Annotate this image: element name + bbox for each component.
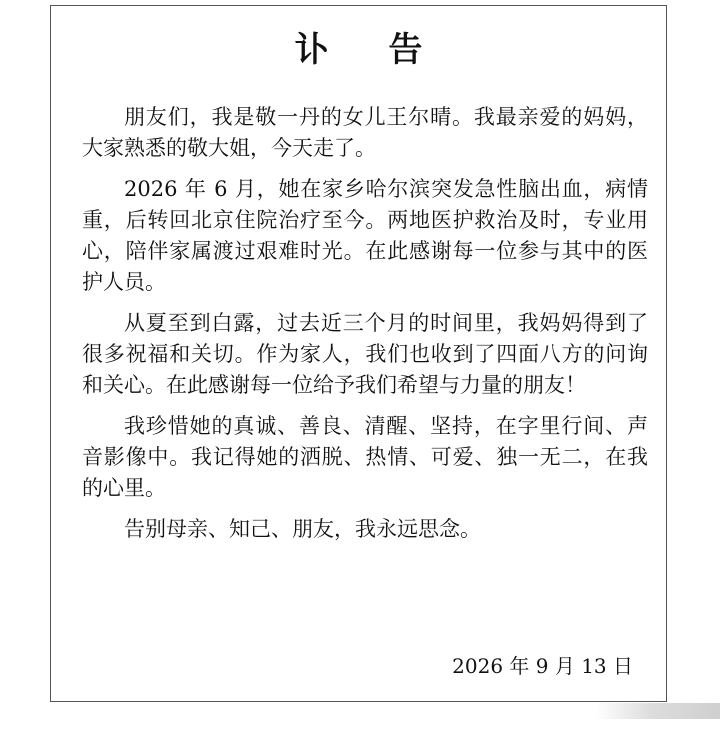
notice-title: 讣 告 [294, 30, 447, 70]
paragraph-opening: 朋友们，我是敬一丹的女儿王尔晴。我最亲爱的妈妈，大家熟悉的敬大姐，今天走了。 [82, 105, 648, 160]
obituary-notice [50, 5, 667, 702]
paragraph-illness: 2026 年 6 月，她在家乡哈尔滨突发急性脑出血，病情重，后转回北京住院治疗至今。两地医护救治及时，专业用心，陪伴家属渡过艰难时光。在此感谢每一位参与其中的医护人员。 [82, 177, 648, 294]
notice-date: 2026 年 9 月 13 日 [452, 654, 633, 678]
bottom-gradient-decoration [595, 703, 720, 719]
paragraph-thanks: 从夏至到白露，过去近三个月的时间里，我妈妈得到了很多祝福和关切。作为家人，我们也收到了四面八方的问询和关心。在此感谢每一位给予我们希望与力量的朋友！ [82, 311, 648, 397]
notice-body [82, 102, 648, 555]
paragraph-farewell: 告别母亲、知己、朋友，我永远思念。 [124, 517, 481, 541]
paragraph-memory: 我珍惜她的真诚、善良、清醒、坚持，在字里行间、声音影像中。我记得她的洒脱、热情、可爱、独一无二，在我的心里。 [82, 414, 648, 500]
